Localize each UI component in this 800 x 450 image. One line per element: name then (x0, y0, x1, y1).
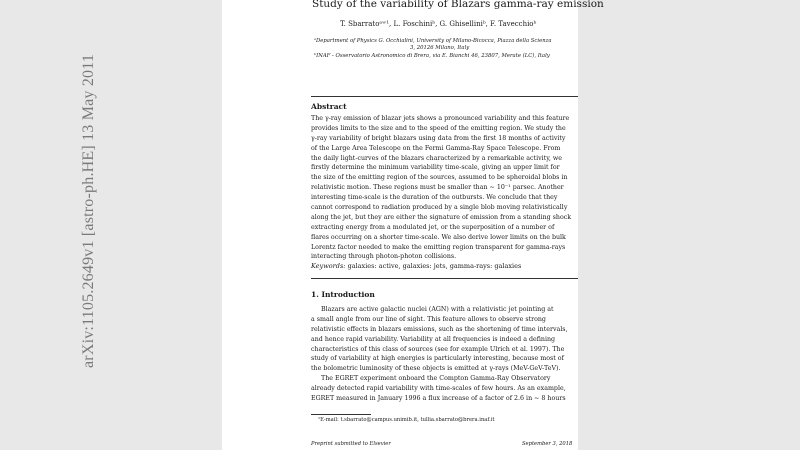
keywords-line (311, 262, 521, 270)
affiliation-a-line-1: ᵃDepartment of Physics G. Occhialini, University of Milano-Bicocca, Piazza della Scienza (314, 38, 552, 44)
abstract-line: extracting energy from a modulated jet, or the superposition of a number of (311, 223, 555, 231)
intro-line: relativistic effects in blazars emissions, such as the shortening of time intervals, (311, 325, 568, 333)
abstract-heading: Abstract (311, 102, 347, 111)
affiliation-b: ᵇINAF - Osservatorio Astronomico di Brera, via E. Bianchi 46, 23807, Merate (LC), Italy (314, 53, 550, 59)
footer-date: September 3, 2018 (522, 441, 573, 447)
author-list: T. Sbarratoᵃʷ¹, L. Foschiniᵇ, G. Ghiselliniᵇ, F. Tavecchioᵇ (340, 20, 537, 28)
intro-line: already detected rapid variability with time-scales of few hours. As an example, (311, 385, 566, 393)
intro-line: characteristics of this class of sources (see for example Ulrich et al. 1997). The (311, 345, 565, 353)
abstract-line: Lorentz factor needed to make the emitting region transparent for gamma-rays (311, 243, 566, 251)
intro-line: study of variability at high energies is particularly interesting, because most of (311, 355, 564, 363)
viewer-background-left (0, 0, 222, 450)
abstract-line: interacting through photon-photon collisions. (311, 253, 457, 261)
affiliation-a-line-2: 3, 20126 Milano, Italy (410, 45, 470, 51)
abstract-line: provides limits to the size and to the speed of the emitting region. We study the (311, 124, 566, 132)
preprint-notice: Preprint submitted to Elsevier (311, 441, 391, 447)
intro-line: the bolometric luminosity of these objects is emitted at γ-rays (MeV-GeV-TeV). (311, 365, 561, 373)
abstract-top-rule (311, 96, 578, 97)
footnote-email: ¹E-mail: t.sbarrato@campus.unimib.it, tullia.sbarrato@brera.inaf.it (318, 417, 495, 423)
abstract-line: the daily light-curves of the blazars characterized by a remarkable activity, we (311, 154, 563, 162)
abstract-line: the size of the emitting region of the sources, assumed to be spheroidal blobs in (311, 174, 568, 182)
viewer-background-right (578, 0, 800, 450)
abstract-line: cannot correspond to radiation produced by a single blob moving relativistically (311, 204, 568, 212)
introduction-body (311, 305, 568, 404)
abstract-line: flares occurring on a shorter time-scale. We also derive lower limits on the bulk (311, 233, 566, 241)
abstract-bottom-rule (311, 278, 578, 279)
intro-line: Blazars are active galactic nuclei (AGN) with a relativistic jet pointing at (321, 306, 554, 313)
intro-line: The EGRET experiment onboard the Compton Gamma-Ray Observatory (321, 375, 551, 383)
keywords-label: Keywords: (311, 262, 346, 270)
intro-line: and hence rapid variability. Variability at all frequencies is indeed a defining (311, 335, 556, 343)
abstract-body (311, 114, 571, 262)
paper-title: Study of the variability of Blazars gamma-ray emission (312, 0, 604, 10)
abstract-line: interesting time-scale is the duration of the outbursts. We conclude that they (311, 194, 558, 202)
abstract-line: γ-ray variability of bright blazars using data from the first 18 months of activity (311, 134, 566, 142)
abstract-line: relativistic motion. These regions must be smaller than ~ 10⁻¹ parsec. Another (311, 184, 564, 192)
intro-line: EGRET measured in January 1996 a flux increase of a factor of 2.6 in ~ 8 hours (311, 395, 566, 403)
abstract-line: The γ-ray emission of blazar jets shows a pronounced variability and this feature (311, 115, 570, 122)
abstract-line: along the jet, but they are either the signature of emission from a standing shock (311, 213, 572, 221)
section-heading-introduction: 1. Introduction (311, 290, 375, 299)
abstract-line: firstly determine the minimum variability time-scale, giving an upper limit for (311, 164, 560, 172)
abstract-line: of the Large Area Telescope on the Fermi Gamma-Ray Space Telescope. From (311, 144, 561, 152)
keywords-list: galaxies: active, galaxies: jets, gamma-rays: galaxies (347, 262, 522, 270)
footnote-rule (311, 414, 371, 415)
arxiv-identifier-stamp: arXiv:1105.2649v1 [astro-ph.HE] 13 May 2011 (80, 53, 97, 368)
intro-line: a small angle from our line of sight. This feature allows to observe strong (311, 315, 546, 323)
